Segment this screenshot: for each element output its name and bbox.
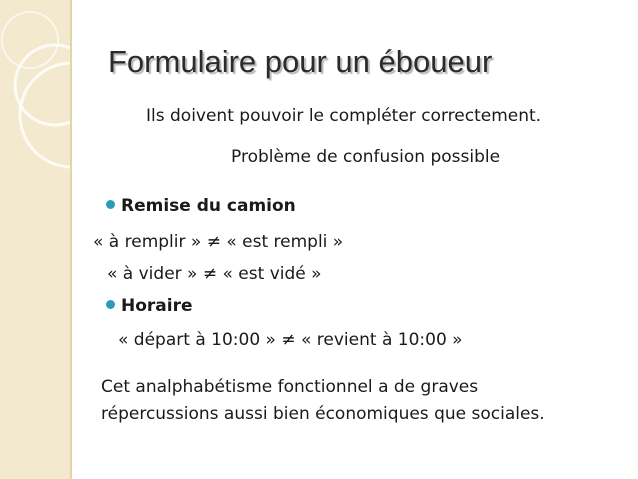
- subtitle-line-2: Problème de confusion possible: [231, 147, 501, 167]
- bullet-label: Horaire: [121, 296, 193, 316]
- decorative-side-band: [0, 0, 72, 479]
- conclusion-line-2: répercussions aussi bien économiques que sociales.: [101, 404, 545, 424]
- circle-ornament-icon: [0, 0, 70, 479]
- comparison-line-2: « à vider » ≠ « est vidé »: [107, 264, 322, 284]
- subtitle-line-1: Ils doivent pouvoir le compléter correctement.: [146, 106, 542, 126]
- slide-title: Formulaire pour un éboueur: [108, 44, 493, 79]
- comparison-line-3: « départ à 10:00 » ≠ « revient à 10:00 »: [118, 330, 463, 350]
- comparison-line-1: « à remplir » ≠ « est rempli »: [93, 232, 344, 252]
- bullet-label: Remise du camion: [121, 196, 296, 216]
- bullet-remise-camion: [106, 196, 296, 216]
- conclusion-line-1: Cet analphabétisme fonctionnel a de graves: [101, 377, 479, 397]
- bullet-icon: [106, 300, 115, 309]
- bullet-horaire: [106, 296, 193, 316]
- bullet-icon: [106, 200, 115, 209]
